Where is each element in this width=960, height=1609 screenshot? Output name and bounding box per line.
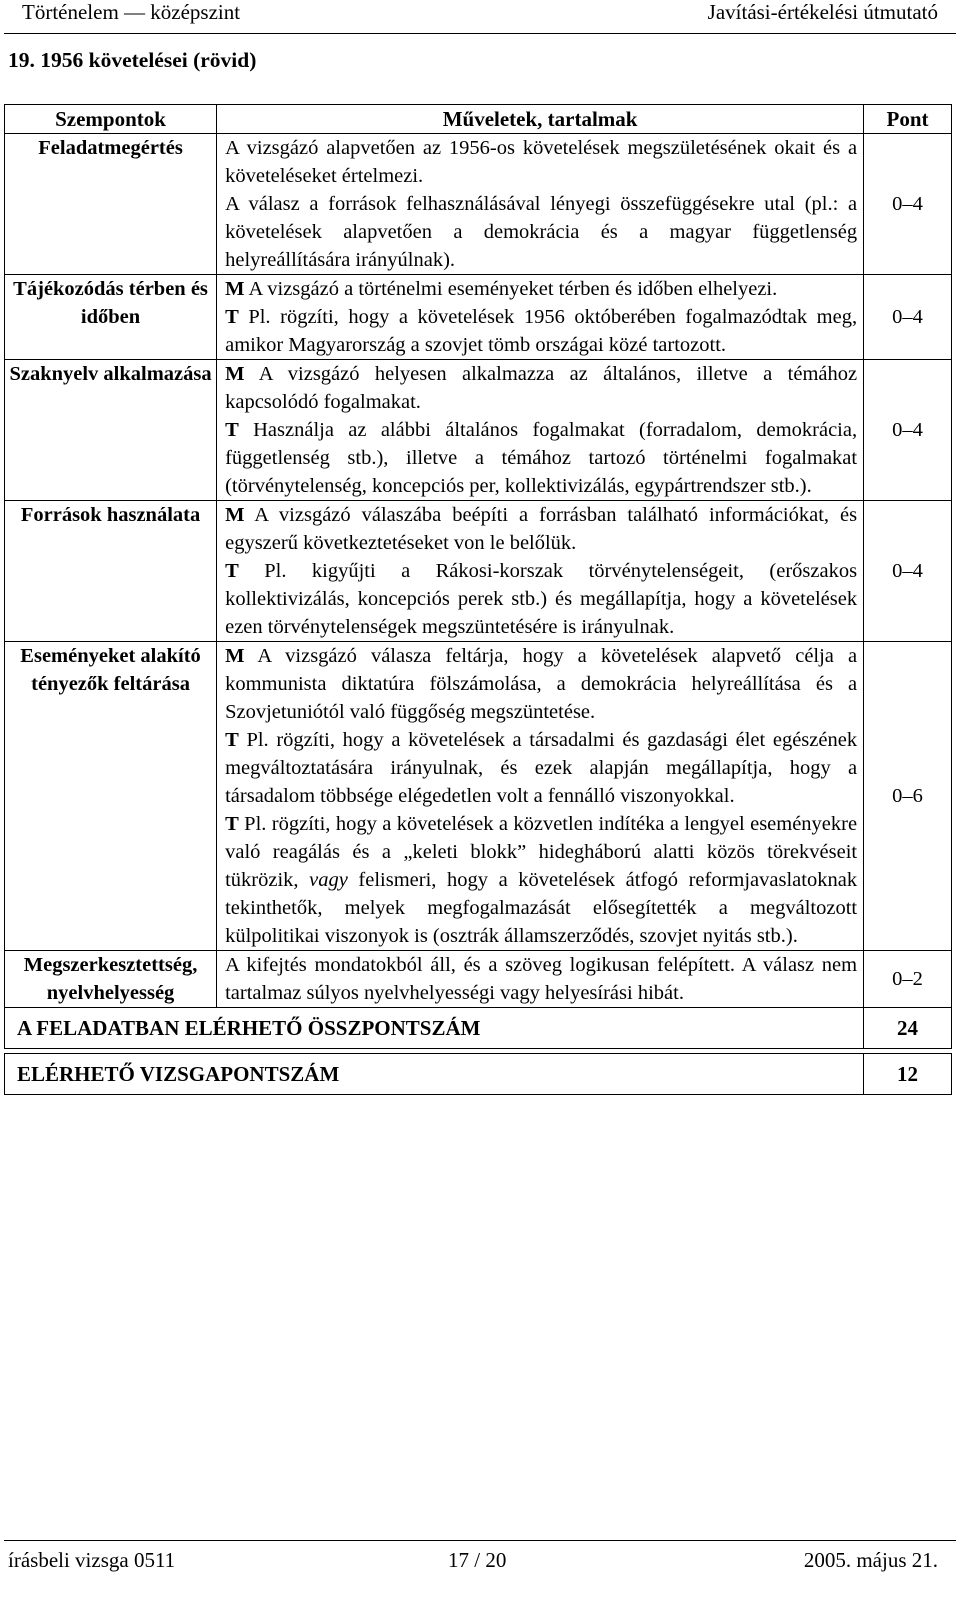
operations-cell <box>217 360 864 501</box>
operations-cell <box>217 951 864 1008</box>
total-row-value: 24 <box>864 1008 952 1049</box>
operation-paragraph <box>225 726 857 810</box>
operation-paragraph <box>225 134 857 190</box>
operations-cell <box>217 642 864 951</box>
header-subject: Történelem — középszint <box>22 0 241 24</box>
italic-text: vagy <box>309 869 348 891</box>
exam-row-label: ELÉRHETŐ VIZSGAPONTSZÁM <box>5 1054 864 1095</box>
table-row <box>5 951 952 1008</box>
points-cell: 0–4 <box>864 501 952 642</box>
criterion-marker: T <box>225 560 239 582</box>
criterion-cell: Eseményeket alakító tényezők feltárása <box>5 642 217 951</box>
col-header-points: Pont <box>864 105 952 134</box>
operation-text: A vizsgázó válaszába beépíti a forrásban található információkat, és egyszerű következtetéseket von le belőlük. <box>225 504 858 554</box>
operations-cell <box>217 501 864 642</box>
points-cell: 0–4 <box>864 134 952 275</box>
operations-cell <box>217 275 864 360</box>
operation-text: A kifejtés mondatokból áll, és a szöveg logikusan felépített. A válasz nem tartalmaz súlyos nyelvhelyességi vagy helyesírási hibát. <box>225 954 858 1004</box>
operation-text: A vizsgázó a történelmi eseményeket térben és időben elhelyezi. <box>244 278 778 300</box>
criterion-cell: Források használata <box>5 501 217 642</box>
criterion-marker: T <box>225 729 239 751</box>
points-cell: 0–4 <box>864 275 952 360</box>
operation-text: Pl. kigyűjti a Rákosi-korszak törvénytelenségeit, (erőszakos kollektivizálás, koncepciós perek stb.) és megállapítja, hogy a követelések ezen törvénytelenségek megszüntetésére is irányulnak. <box>225 560 858 638</box>
criterion-marker: M <box>225 645 245 667</box>
operation-paragraph <box>225 810 857 950</box>
criterion-marker: M <box>225 504 245 526</box>
operation-paragraph <box>225 190 857 274</box>
criterion-marker: M <box>225 363 245 385</box>
operation-text: A vizsgázó helyesen alkalmazza az általános, illetve a témához kapcsolódó fogalmakat. <box>225 363 858 413</box>
operation-text: A válasz a források felhasználásával lényegi összefüggésekre utal (pl.: a követelések alapvetően a demokrácia és a magyar függetlenség helyreállítására irányúlnak). <box>225 193 858 271</box>
criterion-marker: T <box>225 306 239 328</box>
operation-paragraph <box>225 642 857 726</box>
operations-cell <box>217 134 864 275</box>
operation-text: Használja az alábbi általános fogalmakat (forradalom, demokrácia, függetlenség stb.), illetve a témához tartozó történelmi fogalmakat (törvénytelenség, koncepciós per, kollektivizálás, egypártrendszer stb.). <box>225 419 858 497</box>
col-header-operations: Műveletek, tartalmak <box>217 105 864 134</box>
criterion-cell: Megszerkesztettség, nyelvhelyesség <box>5 951 217 1008</box>
table-row <box>5 275 952 360</box>
page-footer <box>0 1540 960 1580</box>
header-doc-type: Javítási-értékelési útmutató <box>707 0 938 24</box>
header-rule <box>4 33 956 34</box>
points-cell: 0–4 <box>864 360 952 501</box>
table-row <box>5 642 952 951</box>
total-row <box>5 1008 952 1049</box>
rubric-body <box>5 134 952 1095</box>
criterion-cell: Tájékozódás térben és időben <box>5 275 217 360</box>
operation-paragraph <box>225 275 857 303</box>
operation-paragraph <box>225 501 857 557</box>
rubric-table <box>4 104 952 1095</box>
operation-paragraph <box>225 303 857 359</box>
operation-paragraph <box>225 416 857 500</box>
footer-date: 2005. május 21. <box>803 1548 938 1572</box>
criterion-marker: T <box>225 419 239 441</box>
operation-text: Pl. rögzíti, hogy a követelések a közvetlen indítéka a lengyel eseményekre való reagálás és a „keleti blokk” hidegháború alatti közös törekvéseit tükrözik, <box>225 813 858 891</box>
page-header <box>0 0 960 34</box>
operation-paragraph <box>225 557 857 641</box>
operation-text: A vizsgázó alapvetően az 1956-os követelések megszületésének okait és a követeléseket értelmezi. <box>225 137 858 187</box>
table-header-row <box>5 105 952 134</box>
criterion-marker: T <box>225 813 239 835</box>
operation-paragraph <box>225 951 857 1007</box>
table-row <box>5 501 952 642</box>
footer-page-number: 17 / 20 <box>448 1548 507 1572</box>
criterion-marker: M <box>225 278 245 300</box>
operation-text: Pl. rögzíti, hogy a követelések a társadalmi és gazdasági élet egészének megváltoztatására irányulnak, és ezek alapján megállapítja, hogy a társadalom többsége elégedetlen volt a fennálló viszonyokkal. <box>225 729 858 807</box>
operation-text: Pl. rögzíti, hogy a követelések 1956 októberében fogalmazódtak meg, amikor Magyarország a szovjet tömb országai közé tartozott. <box>225 306 858 356</box>
points-cell: 0–2 <box>864 951 952 1008</box>
section-title: 19. 1956 követelései (rövid) <box>8 48 257 72</box>
table-row <box>5 360 952 501</box>
operation-paragraph <box>225 360 857 416</box>
table-row <box>5 134 952 275</box>
criterion-cell: Szaknyelv alkalmazása <box>5 360 217 501</box>
total-row-label: A FELADATBAN ELÉRHETŐ ÖSSZPONTSZÁM <box>5 1008 864 1049</box>
footer-rule <box>4 1540 956 1541</box>
exam-row <box>5 1054 952 1095</box>
footer-exam-code: írásbeli vizsga 0511 <box>8 1548 176 1572</box>
points-cell: 0–6 <box>864 642 952 951</box>
operation-text: A vizsgázó válasza feltárja, hogy a követelések alapvető célja a kommunista diktatúra fölszámolása, a demokrácia helyreállítása és a Szovjetuniótól való függőség megszüntetése. <box>225 645 858 723</box>
operation-text: felismeri, hogy a követelések átfogó reformjavaslatoknak tekinthetők, melyek megfogalmazását elősegítették a megváltozott külpolitikai viszonyok is (osztrák államszerződés, szovjet nyitás stb.). <box>225 869 858 947</box>
exam-row-value: 12 <box>864 1054 952 1095</box>
criterion-cell: Feladatmegértés <box>5 134 217 275</box>
col-header-criteria: Szempontok <box>5 105 217 134</box>
